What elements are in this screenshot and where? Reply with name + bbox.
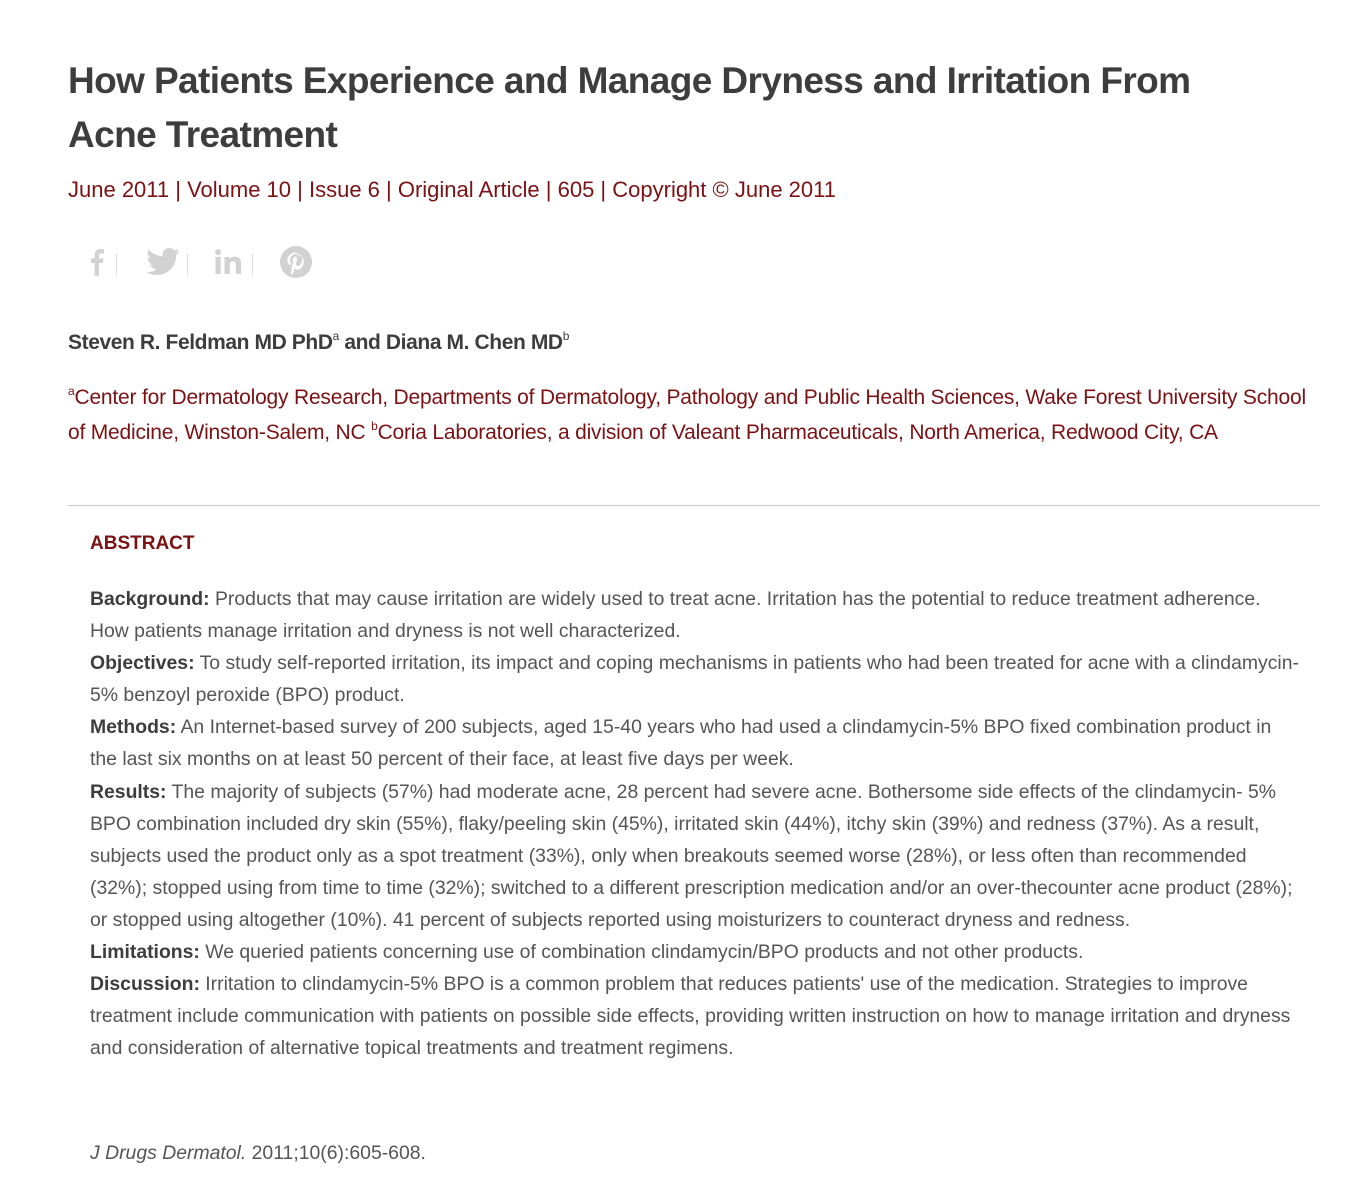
section-text: The majority of subjects (57%) had moderate acne, 28 percent had severe acne. Bothersome side effects of the clindamycin- 5% BPO combination included dry skin (55%), flaky/peeling skin (45%), irritated skin (44%), itchy skin (39%) and redness (37%). As a result, subjects used the product only as a spot treatment (33%), only when breakouts seemed worse (28%), or less often than recommended (32%); stopped using from time to time (32%); switched to a different prescription medication and/or an over-thecounter acne product (28%); or stopped using altogether (10%). 41 percent of subjects reported using moisturizers to counteract dryness and redness.: [90, 780, 1293, 931]
article-title: How Patients Experience and Manage Dryness and Irritation From Acne Treatment: [68, 60, 1191, 155]
abstract-discussion: [90, 968, 1302, 1064]
author-name: Diana M. Chen MD: [385, 331, 563, 354]
section-text: We queried patients concerning use of combination clindamycin/BPO products and not other products.: [199, 941, 1084, 964]
author-conjunction: and: [338, 331, 386, 354]
pinterest-icon[interactable]: [279, 242, 313, 282]
linkedin-icon[interactable]: [214, 242, 244, 282]
section-divider: [68, 505, 1320, 506]
abstract-objectives: [90, 647, 1302, 711]
abstract-methods: [90, 711, 1302, 775]
affiliation-text: Coria Laboratories, a division of Valeant Pharmaceuticals, North America, Redwood City, CA: [377, 421, 1218, 444]
abstract-background: [90, 583, 1302, 647]
author-name: Steven R. Feldman MD PhD: [68, 331, 333, 354]
author-list: [68, 328, 569, 358]
affiliation-text: Center for Dermatology Research, Departments of Dermatology, Pathology and Public Health Sciences, Wake Forest University School of Medicine, Winston-Salem, NC: [68, 386, 1306, 444]
section-text: Irritation to clindamycin-5% BPO is a common problem that reduces patients' use of the medication. Strategies to improve treatment include communication with patients on possible side effects, providing written instruction on how to manage irritation and dryness and consideration of alternative topical treatments and treatment regimens.: [90, 973, 1291, 1060]
affiliations: [68, 380, 1313, 450]
author-mark: b: [562, 329, 569, 343]
journal-name: J Drugs Dermatol.: [90, 1142, 247, 1164]
section-label: Discussion:: [90, 973, 200, 996]
section-text: An Internet-based survey of 200 subjects, aged 15-40 years who had used a clindamycin-5% BPO fixed combination product in the last six months on at least 50 percent of their face, at least five days per week.: [90, 716, 1272, 771]
citation: [90, 1138, 426, 1168]
abstract-limitations: [90, 936, 1302, 968]
section-text: To study self-reported irritation, its impact and coping mechanisms in patients who had been treated for acne with a clindamycin-5% benzoyl peroxide (BPO) product.: [90, 652, 1299, 707]
section-label: Objectives:: [90, 652, 195, 675]
divider: [116, 254, 117, 276]
citation-reference: 2011;10(6):605-608.: [246, 1142, 426, 1164]
abstract-results: [90, 776, 1302, 936]
twitter-icon[interactable]: [145, 242, 181, 282]
section-label: Results:: [90, 780, 167, 803]
divider: [187, 254, 188, 276]
section-text: Products that may cause irritation are widely used to treat acne. Irritation has the potential to reduce treatment adherence. How patients manage irritation and dryness is not well characterized.: [90, 588, 1261, 643]
author-mark: a: [332, 329, 339, 343]
affiliation-mark: b: [371, 419, 378, 433]
section-label: Methods:: [90, 716, 177, 739]
divider: [252, 254, 253, 276]
social-share-bar: [86, 242, 313, 282]
facebook-icon[interactable]: [86, 242, 108, 282]
article-meta: June 2011 | Volume 10 | Issue 6 | Original Article | 605 | Copyright © June 2011: [68, 177, 836, 202]
abstract-heading: ABSTRACT: [90, 533, 195, 554]
section-label: Background:: [90, 588, 210, 610]
section-label: Limitations:: [90, 941, 200, 964]
affiliation-mark: a: [68, 384, 75, 398]
abstract-body: [90, 583, 1302, 1064]
